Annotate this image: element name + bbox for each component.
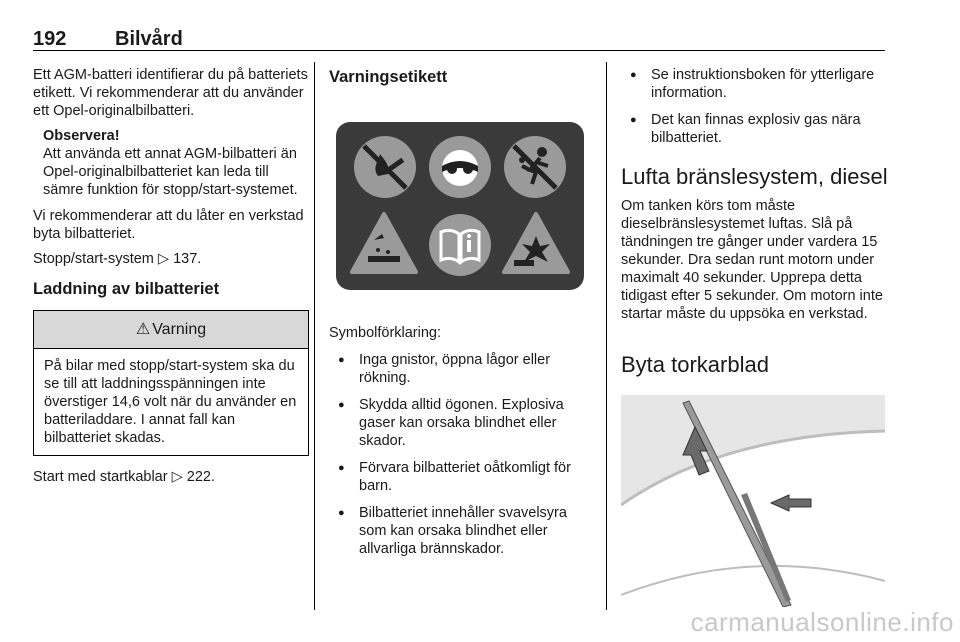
wiper-blade-icon: [621, 395, 885, 607]
jumpstart-text: Start med startkablar: [33, 469, 168, 485]
stopstart-page-link[interactable]: 137.: [173, 251, 202, 267]
warning-label-panel: [336, 122, 584, 290]
charging-heading: Laddning av bilbatteriet: [33, 280, 220, 298]
list-item: ● Skydda alltid ögonen. Explosiva gaser kan orsaka blindhet eller skador.: [329, 396, 593, 450]
fuel-bleed-paragraph: Om tanken körs tom måste dieselbränslesystemet luftas. Slå på tändningen tre gånger under vardera 15 sekunder. Dra sedan runt motorn under maximalt 40 sekunder. Upprepa detta tidigast efter 5 sekunder. Om motorn inte startar måste du uppsöka en verkstad.: [621, 198, 883, 322]
warning-triangle-icon: ⚠: [135, 320, 151, 338]
jumpstart-page-link[interactable]: 222.: [186, 469, 216, 485]
warning-header: [34, 311, 308, 349]
corrosive-acid-icon: [348, 210, 420, 278]
list-item: ● Det kan finnas explosiv gas nära bilbatteriet.: [621, 111, 889, 147]
wiper-heading: Byta torkarblad: [621, 352, 769, 377]
list-item: ● Förvara bilbatteriet oåtkomligt för barn.: [329, 459, 593, 495]
fuel-bleed-heading: Lufta bränslesystem, diesel: [621, 164, 888, 189]
page-ref-arrow-icon: ▷: [171, 469, 183, 485]
note-text: Att använda ett annat AGM-bilbatteri än Opel-originalbilbatteriet kan leda till sämre funktion för stopp/start-systemet.: [43, 146, 298, 198]
eye-protection-icon: [425, 132, 495, 202]
recommend-paragraph: Vi rekommenderar att du låter en verkstad byta bilbatteriet.: [33, 208, 304, 242]
warning-label-image: [329, 108, 591, 304]
column-1: [33, 66, 309, 493]
legend-title: Symbolförklaring:: [329, 325, 442, 341]
column-divider-1: [314, 62, 315, 610]
agm-intro-paragraph: Ett AGM-batteri identifierar du på batteriets etikett. Vi rekommenderar att du använder ett Opel-originalbilbatteri.: [33, 67, 308, 119]
page-ref-arrow-icon: ▷: [157, 251, 170, 267]
list-item: ● Se instruktionsboken för ytterligare information.: [621, 66, 889, 102]
note-title: Observera!: [43, 128, 120, 144]
page-header: [33, 28, 885, 52]
warning-title: Varning: [152, 320, 207, 338]
keep-away-children-icon: [500, 132, 570, 202]
read-manual-icon: [425, 210, 495, 280]
column-2: [329, 66, 593, 567]
list-item: ● Inga gnistor, öppna lågor eller rökning.: [329, 351, 593, 387]
header-divider: [33, 50, 885, 51]
jumpstart-reference: [33, 468, 309, 486]
list-item: ● Bilbatteriet innehåller svavelsyra som kan orsaka blindhet eller allvarliga brännskador.: [329, 504, 593, 558]
warning-text: På bilar med stopp/start-system ska du se till att laddningsspänningen inte överstiger 14,6 volt när du använder en batteriladdare. I annat fall kan bilbatteriet skadas.: [44, 358, 297, 446]
symbol-legend-list: [329, 351, 593, 558]
symbol-legend-continued: [621, 66, 889, 147]
stopstart-reference: [33, 250, 309, 268]
stopstart-text: Stopp/start-system: [33, 251, 154, 267]
watermark-brand: carmanualsonline.info: [690, 607, 954, 637]
chapter-title: Bilvård: [115, 28, 183, 50]
warning-label-heading: Varningsetikett: [329, 68, 448, 86]
no-flame-icon: [350, 132, 420, 202]
note-block: [33, 127, 309, 199]
page-number: 192: [33, 28, 67, 50]
explosive-icon: [500, 210, 572, 278]
wiper-illustration: [621, 395, 885, 607]
column-divider-2: [606, 62, 607, 610]
column-3: [621, 66, 889, 607]
warning-box: [33, 310, 309, 456]
